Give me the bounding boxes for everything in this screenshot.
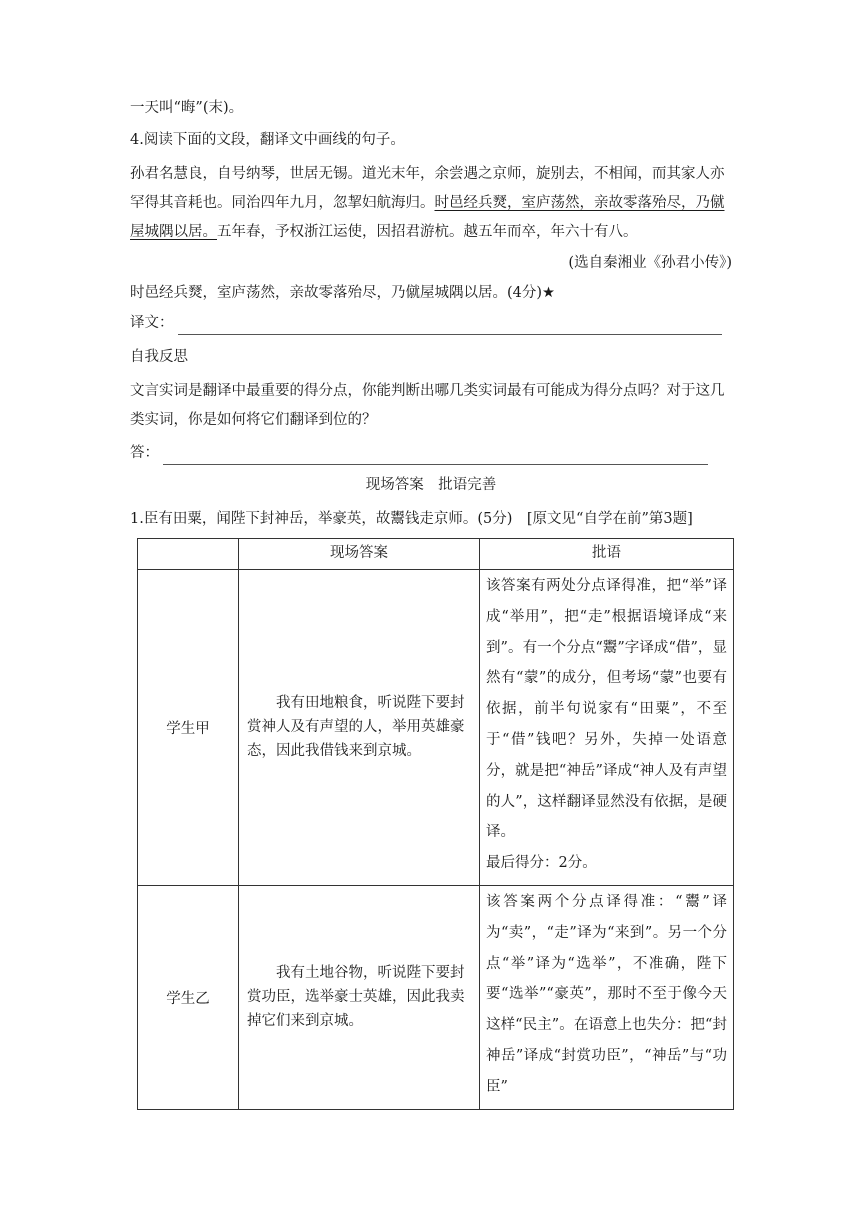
- answer-label: 答：: [130, 445, 159, 461]
- passage-source: (选自秦湘业《孙君小传》): [568, 255, 732, 271]
- teacher-comment: [480, 570, 734, 886]
- table-row: [138, 570, 734, 886]
- passage-tail: 五年春，予权浙江运使，因招君游杭。越五年而卒，年六十有八。: [217, 224, 638, 240]
- student-answer: 我有土地谷物，听说陛下要封赏功臣，选举豪士英雄，因此我卖掉它们来到京城。: [239, 885, 480, 1109]
- table-header-comment: 批语: [480, 539, 734, 570]
- question-1-text: 1.臣有田粟，闻陛下封神岳，举豪英，故鬻钱走京师。(5分) [原文见“自学在前”第3题]: [130, 511, 693, 527]
- passage-lead: 孙君名慧良，自号纳琴，世居无锡。道光末年，余尝遇之京师，旋别去，不相闻，而其家人亦罕得其音耗也。同治四年九月，忽挈妇航海归。: [130, 166, 725, 211]
- translation-label: 译文：: [130, 315, 174, 331]
- comment-text: 该答案两个分点译得准：“鬻”译为“卖”，“走”译为“来到”。另一个分点“举”译为“选举”，不准确，陛下要“选举”“豪英”，那时不至于像今天这样“民主”。在语意上也失分：把“封神岳”译成“封赏功臣”，“神岳”与“功臣”: [486, 893, 727, 1095]
- intro-tail-line: 一天叫“晦”(末)。: [130, 100, 244, 116]
- section-title: 现场答案 批语完善: [365, 477, 497, 493]
- student-answer: 我有田地粮食，听说陛下要封赏神人及有声望的人，举用英雄豪态，因此我借钱来到京城。: [239, 570, 480, 886]
- table-header-blank: [138, 539, 239, 570]
- reflection-answer-line[interactable]: [163, 448, 708, 465]
- translation-sentence: [130, 281, 732, 305]
- table-header-answer: 现场答案: [239, 539, 480, 570]
- translation-answer-row: [130, 311, 732, 335]
- reflection-heading: 自我反思: [130, 349, 188, 365]
- table-row: [138, 885, 734, 1109]
- translation-answer-line[interactable]: [178, 318, 723, 335]
- answer-comment-table: [137, 538, 734, 1110]
- passage-underlined-sentence: 时邑经兵燹，室庐荡然，亲故零落殆尽，乃僦屋城隅以居。: [130, 195, 725, 240]
- sentence-text: 时邑经兵燹，室庐荡然，亲故零落殆尽，乃僦屋城隅以居。(4分): [130, 285, 543, 301]
- student-name: 学生乙: [138, 885, 239, 1109]
- question-4-passage: [130, 160, 732, 247]
- document-page: [130, 96, 732, 1110]
- comment-score: 最后得分：2分。: [486, 855, 597, 872]
- teacher-comment: [480, 885, 734, 1109]
- star-icon: ★: [542, 285, 556, 301]
- question-4-prompt: 4.阅读下面的文段，翻译文中画线的句子。: [130, 132, 405, 148]
- comment-text: 该答案有两处分点译得准，把“举”译成“举用”，把“走”根据语境译成“来到”。有一个分点“鬻”字译成“借”，显然有“蒙”的成分，但考场“蒙”也要有依据，前半句说家有“田粟”，不至于“借”钱吧？另外，失掉一处语意分，就是把“神岳”译成“神人及有声望的人”，这样翻译显然没有依据，是硬译。: [486, 578, 727, 841]
- reflection-question: 文言实词是翻译中最重要的得分点，你能判断出哪几类实词最有可能成为得分点吗？对于这几类实词，你是如何将它们翻译到位的？: [130, 383, 725, 428]
- student-name: 学生甲: [138, 570, 239, 886]
- reflection-answer-row: [130, 441, 732, 465]
- table-header-row: [138, 539, 734, 570]
